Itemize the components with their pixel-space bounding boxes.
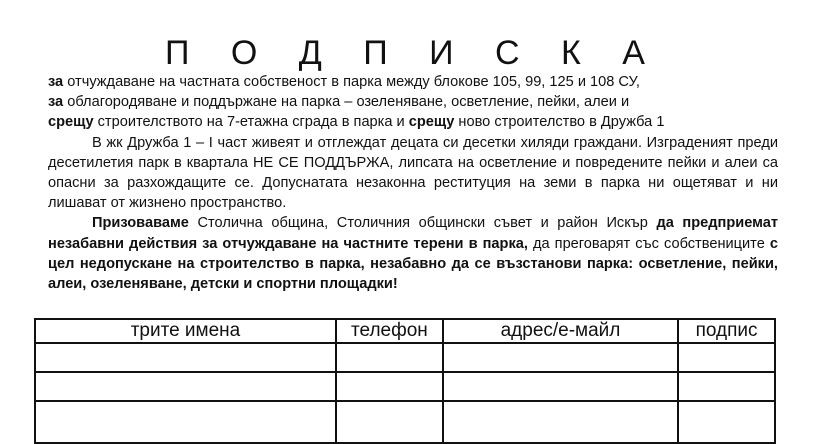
appeal-keyword: Призоваваме [92,215,189,232]
address-cell[interactable] [443,372,678,401]
page-title: П О Д П И С К А [165,34,661,72]
signature-table [34,318,776,444]
name-cell[interactable] [35,343,336,372]
phone-cell[interactable] [336,401,443,443]
header-phone: телефон [336,319,443,343]
header-address-email: адрес/е-майл [443,319,678,343]
purpose-keyword: за [48,94,64,111]
purpose-text: отчуждаване на частната собственост в парка между блокове 105, 99, 125 и 108 СУ, [63,74,640,90]
header-full-name: трите имена [35,319,336,343]
table-row [35,372,775,401]
address-cell[interactable] [443,343,678,372]
appeal-text: Столична община, Столичния общински съвет и район Искър [188,215,657,232]
address-cell[interactable] [443,401,678,443]
name-cell[interactable] [35,372,336,401]
signature-cell[interactable] [678,372,775,401]
header-signature: подпис [678,319,775,343]
appeal-text: да преговарят със собствениците [527,235,770,252]
phone-cell[interactable] [336,343,443,372]
purpose-text: ново строителство в Дружба 1 [454,114,665,131]
table-header-row [35,319,775,343]
petition-text [48,72,778,294]
purpose-keyword: срещу [48,114,94,131]
name-cell[interactable] [35,401,336,443]
signature-cell[interactable] [678,343,775,372]
phone-cell[interactable] [336,372,443,401]
purpose-keyword: срещу [408,114,455,131]
appeal-paragraph [48,213,778,294]
context-paragraph: В жк Дружба 1 – I част живеят и отглеждат децата си десетки хиляди граждани. Изграденият преди десетилетия парк в квартала НЕ СЕ ПОДДЪРЖА, липсата на осветление и повредените пейки и алеи са опасни за разхождащите се. Допуснатата незаконна реституция на земи в парка ни ощетяват и ни лишават от жизнено пространство. [48,134,778,212]
purpose-text: строителството на 7-етажна сграда в парка и [93,114,409,131]
table-row [35,401,775,443]
purpose-keyword: за [48,74,64,90]
appeal-demand: да предприемат незабавни действия за отчуждаване на частните терени в парка, [48,215,778,252]
purpose-text: облагородяване и поддържане на парка – озеленяване, осветление, пейки, алеи и [63,94,630,111]
purpose-paragraph [48,72,778,133]
table-row [35,343,775,372]
signature-cell[interactable] [678,401,775,443]
appeal-demand: с цел недопускане на строителство в парка, незабавно да се възстанови парка: осветление, пейки, алеи, озеленяване, детски и спортни площадки! [48,235,778,293]
